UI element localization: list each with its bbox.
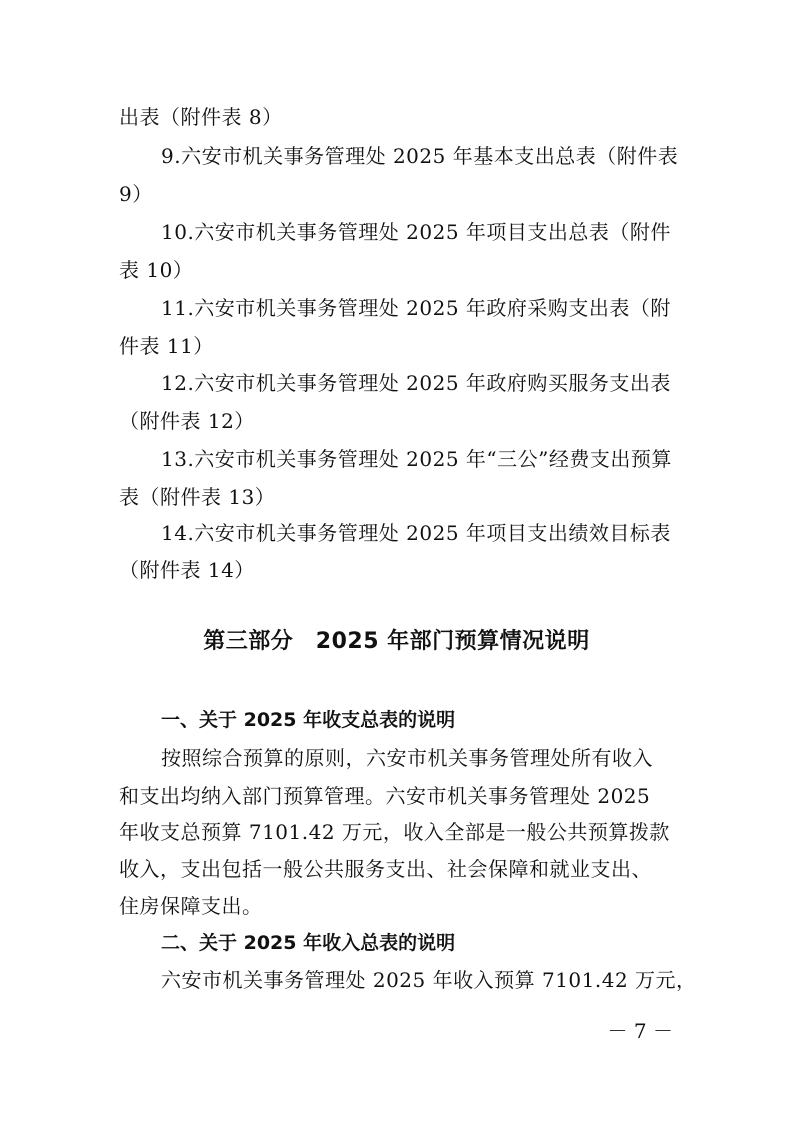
list-line: 13.六安市机关事务管理处 2025 年“三公”经费支出预算 — [161, 447, 672, 471]
list-line: 9） — [119, 182, 153, 206]
list-line: （附件表 14） — [119, 558, 255, 582]
list-line: 表 10） — [119, 258, 194, 282]
subsection-heading: 一、关于 2025 年收支总表的说明 — [161, 709, 456, 731]
body-line: 收入，支出包括一般公共服务支出、社会保障和就业支出、 — [119, 857, 652, 881]
body-line: 六安市机关事务管理处 2025 年收入预算 7101.42 万元， — [161, 968, 697, 992]
list-line: 表（附件表 13） — [119, 485, 276, 509]
page-number: － 7 － — [607, 1019, 673, 1043]
body-line: 年收支总预算 7101.42 万元，收入全部是一般公共预算拨款 — [119, 820, 670, 844]
section-title: 第三部分 2025 年部门预算情况说明 — [203, 629, 590, 654]
list-line: （附件表 12） — [119, 409, 255, 433]
list-line: 11.六安市机关事务管理处 2025 年政府采购支出表（附 — [161, 296, 671, 320]
body-line: 和支出均纳入部门预算管理。六安市机关事务管理处 2025 — [119, 784, 651, 808]
list-line: 9.六安市机关事务管理处 2025 年基本支出总表（附件表 — [161, 144, 679, 168]
body-line: 住房保障支出。 — [119, 894, 263, 918]
list-line: 10.六安市机关事务管理处 2025 年项目支出总表（附件 — [161, 220, 671, 244]
body-line: 按照综合预算的原则，六安市机关事务管理处所有收入 — [161, 746, 653, 770]
list-line: 14.六安市机关事务管理处 2025 年项目支出绩效目标表 — [161, 521, 671, 545]
list-line: 件表 11） — [119, 334, 214, 358]
list-line: 出表（附件表 8） — [119, 105, 283, 129]
subsection-heading: 二、关于 2025 年收入总表的说明 — [161, 932, 456, 954]
list-line: 12.六安市机关事务管理处 2025 年政府购买服务支出表 — [161, 371, 671, 395]
